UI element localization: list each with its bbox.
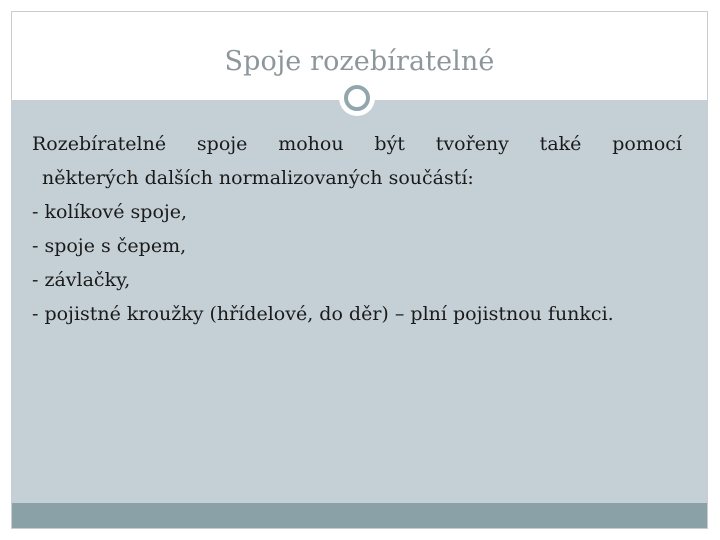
intro-paragraph xyxy=(32,127,682,195)
slide-body xyxy=(32,127,682,331)
slide-title: Spoje rozebíratelné xyxy=(224,46,495,77)
intro-line-1: Rozebíratelné spoje mohou být tvořeny také pomocí xyxy=(32,133,682,155)
intro-line-2: některých dalších normalizovaných součástí: xyxy=(42,167,474,189)
circle-ring-icon xyxy=(344,85,370,111)
list-item: - kolíkové spoje, xyxy=(32,201,188,223)
list-item: - pojistné kroužky (hřídelové, do děr) – plní pojistnou funkci. xyxy=(32,303,614,325)
list-item: - spoje s čepem, xyxy=(32,235,187,257)
footer-bar xyxy=(12,503,707,528)
list-item: - závlačky, xyxy=(32,269,131,291)
